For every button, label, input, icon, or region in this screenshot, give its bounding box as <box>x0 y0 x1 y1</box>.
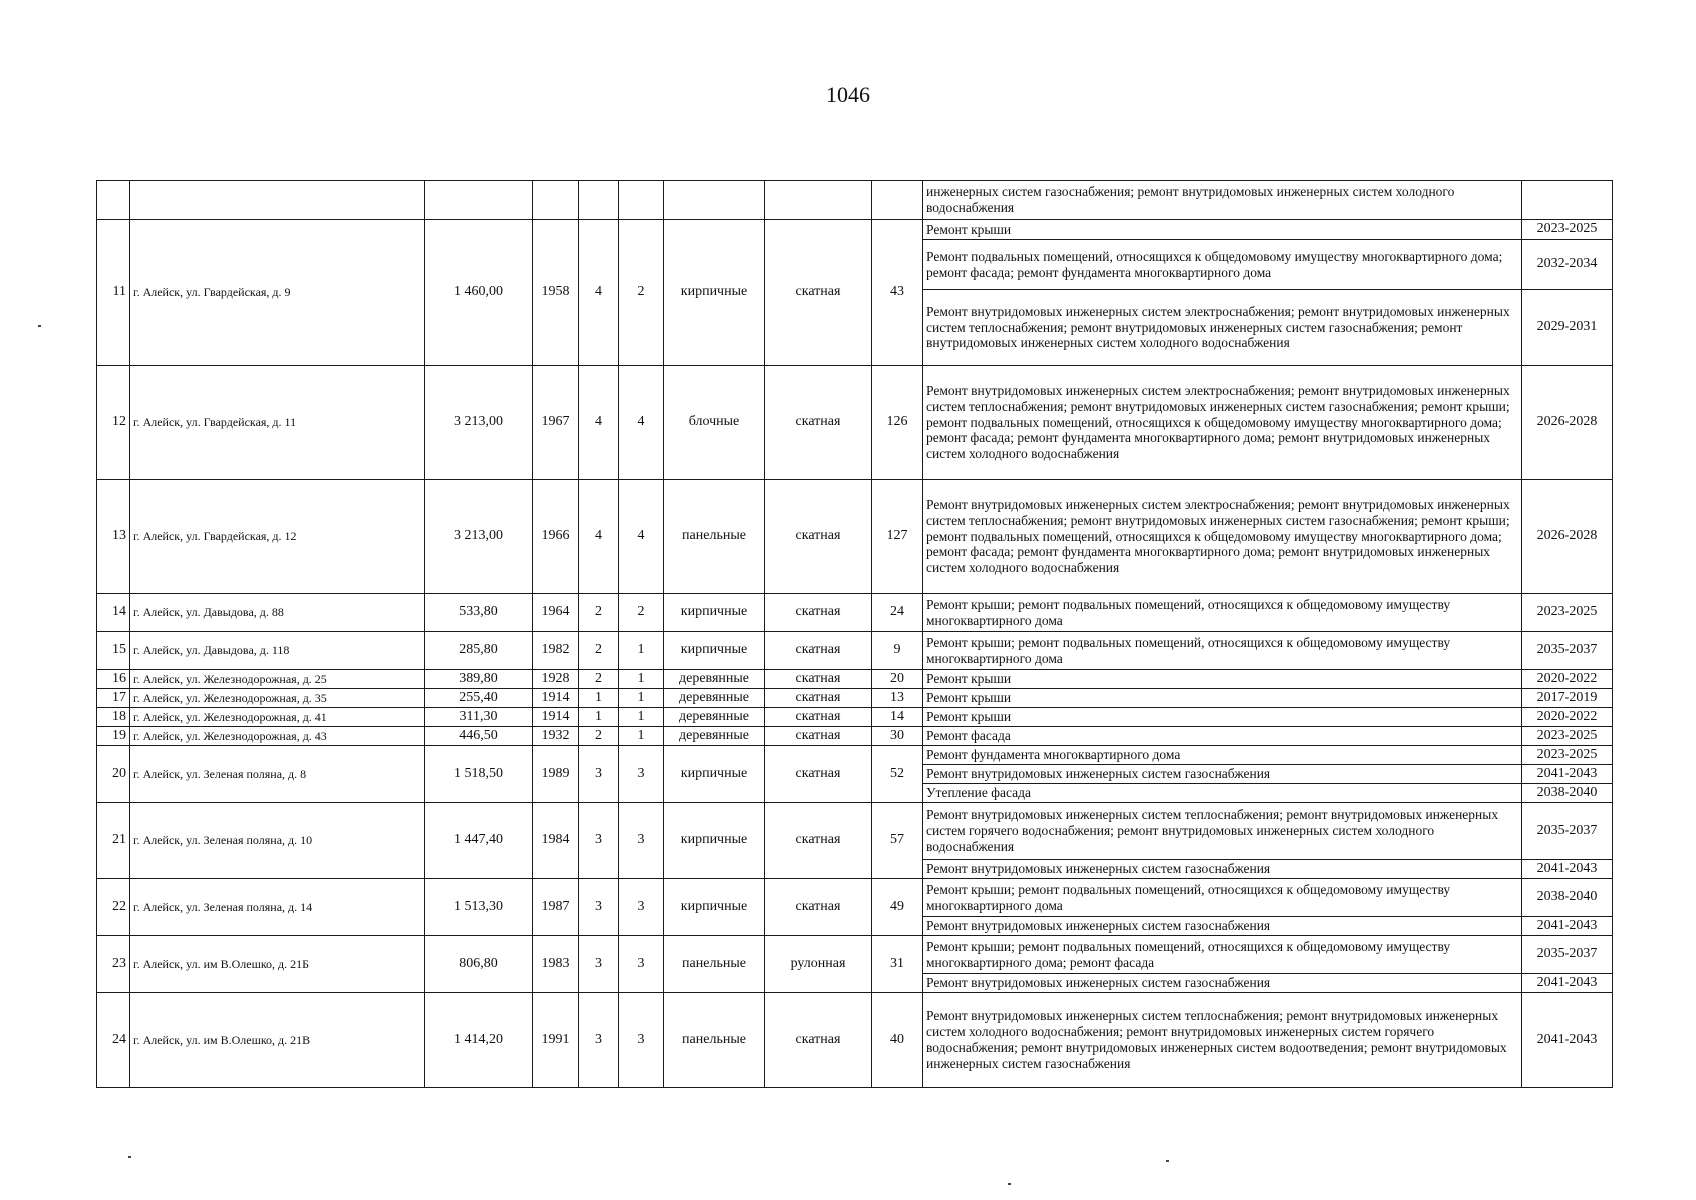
work-period: 2041-2043 <box>1522 765 1613 784</box>
building-area: 3 213,00 <box>425 366 533 480</box>
empty-cell <box>619 181 664 220</box>
work-period: 2038-2040 <box>1522 784 1613 803</box>
work-period: 2041-2043 <box>1522 917 1613 936</box>
table-row <box>97 936 1613 974</box>
entrances-count: 3 <box>619 746 664 803</box>
row-number: 17 <box>97 689 130 708</box>
building-address: г. Алейск, ул. Давыдова, д. 118 <box>130 632 425 670</box>
wall-material: панельные <box>664 993 765 1088</box>
table-row <box>97 181 1613 220</box>
work-period: 2020-2022 <box>1522 708 1613 727</box>
wall-material: деревянные <box>664 670 765 689</box>
building-area: 806,80 <box>425 936 533 993</box>
empty-cell <box>579 181 619 220</box>
work-description: инженерных систем газоснабжения; ремонт внутридомовых инженерных систем холодного водоснабжения <box>923 181 1522 220</box>
table-row <box>97 879 1613 917</box>
build-year: 1958 <box>533 220 579 366</box>
residents-count: 126 <box>872 366 923 480</box>
residents-count: 52 <box>872 746 923 803</box>
wall-material: деревянные <box>664 689 765 708</box>
scan-speck <box>1166 1160 1169 1162</box>
empty-cell <box>765 181 872 220</box>
floors-count: 2 <box>579 632 619 670</box>
building-address: г. Алейск, ул. Железнодорожная, д. 25 <box>130 670 425 689</box>
table-row <box>97 220 1613 240</box>
work-description: Ремонт подвальных помещений, относящихся к общедомовому имуществу многоквартирного дома; ремонт фасада; ремонт фундамента многоквартирного дома <box>923 240 1522 290</box>
work-description: Ремонт крыши; ремонт подвальных помещений, относящихся к общедомовому имуществу многоквартирного дома <box>923 594 1522 632</box>
floors-count: 3 <box>579 746 619 803</box>
row-number: 24 <box>97 993 130 1088</box>
floors-count: 3 <box>579 936 619 993</box>
entrances-count: 2 <box>619 220 664 366</box>
building-area: 533,80 <box>425 594 533 632</box>
building-address: г. Алейск, ул. Гвардейская, д. 11 <box>130 366 425 480</box>
empty-cell <box>533 181 579 220</box>
work-period: 2041-2043 <box>1522 974 1613 993</box>
entrances-count: 1 <box>619 632 664 670</box>
work-description: Ремонт крыши; ремонт подвальных помещений, относящихся к общедомовому имуществу многоквартирного дома <box>923 632 1522 670</box>
build-year: 1928 <box>533 670 579 689</box>
row-number: 13 <box>97 480 130 594</box>
building-area: 1 518,50 <box>425 746 533 803</box>
work-period: 2023-2025 <box>1522 220 1613 240</box>
work-period: 2041-2043 <box>1522 993 1613 1088</box>
residents-count: 9 <box>872 632 923 670</box>
floors-count: 4 <box>579 480 619 594</box>
work-description: Утепление фасада <box>923 784 1522 803</box>
floors-count: 4 <box>579 366 619 480</box>
wall-material: деревянные <box>664 708 765 727</box>
work-description: Ремонт внутридомовых инженерных систем теплоснабжения; ремонт внутридомовых инженерных систем горячего водоснабжения; ремонт внутридомовых инженерных систем холодного водоснабжения <box>923 803 1522 860</box>
building-area: 1 447,40 <box>425 803 533 879</box>
residents-count: 24 <box>872 594 923 632</box>
page-number: 1046 <box>826 82 870 107</box>
building-address: г. Алейск, ул. Железнодорожная, д. 41 <box>130 708 425 727</box>
row-number: 22 <box>97 879 130 936</box>
work-period: 2026-2028 <box>1522 480 1613 594</box>
work-period: 2017-2019 <box>1522 689 1613 708</box>
build-year: 1991 <box>533 993 579 1088</box>
entrances-count: 2 <box>619 594 664 632</box>
floors-count: 1 <box>579 689 619 708</box>
building-area: 285,80 <box>425 632 533 670</box>
work-description: Ремонт внутридомовых инженерных систем газоснабжения <box>923 917 1522 936</box>
residents-count: 31 <box>872 936 923 993</box>
scan-speck <box>38 325 41 327</box>
row-number: 20 <box>97 746 130 803</box>
row-number: 23 <box>97 936 130 993</box>
table-row <box>97 670 1613 689</box>
work-period: 2026-2028 <box>1522 366 1613 480</box>
empty-cell <box>130 181 425 220</box>
row-number: 12 <box>97 366 130 480</box>
work-description: Ремонт крыши <box>923 708 1522 727</box>
table-row <box>97 708 1613 727</box>
residents-count: 14 <box>872 708 923 727</box>
row-number: 14 <box>97 594 130 632</box>
entrances-count: 4 <box>619 366 664 480</box>
build-year: 1914 <box>533 708 579 727</box>
work-description: Ремонт внутридомовых инженерных систем газоснабжения <box>923 860 1522 879</box>
floors-count: 2 <box>579 670 619 689</box>
wall-material: кирпичные <box>664 803 765 879</box>
entrances-count: 4 <box>619 480 664 594</box>
entrances-count: 3 <box>619 936 664 993</box>
table-row <box>97 746 1613 765</box>
entrances-count: 1 <box>619 689 664 708</box>
residents-count: 20 <box>872 670 923 689</box>
row-number: 21 <box>97 803 130 879</box>
roof-type: рулонная <box>765 936 872 993</box>
build-year: 1914 <box>533 689 579 708</box>
work-description: Ремонт крыши; ремонт подвальных помещений, относящихся к общедомовому имуществу многоквартирного дома <box>923 879 1522 917</box>
work-period: 2023-2025 <box>1522 727 1613 746</box>
building-address: г. Алейск, ул. Зеленая поляна, д. 8 <box>130 746 425 803</box>
floors-count: 4 <box>579 220 619 366</box>
building-address: г. Алейск, ул. Зеленая поляна, д. 14 <box>130 879 425 936</box>
floors-count: 3 <box>579 993 619 1088</box>
building-address: г. Алейск, ул. Гвардейская, д. 12 <box>130 480 425 594</box>
build-year: 1984 <box>533 803 579 879</box>
wall-material: кирпичные <box>664 594 765 632</box>
roof-type: скатная <box>765 879 872 936</box>
building-area: 389,80 <box>425 670 533 689</box>
building-area: 311,30 <box>425 708 533 727</box>
floors-count: 3 <box>579 803 619 879</box>
entrances-count: 1 <box>619 670 664 689</box>
roof-type: скатная <box>765 594 872 632</box>
work-description: Ремонт внутридомовых инженерных систем газоснабжения <box>923 765 1522 784</box>
building-address: г. Алейск, ул. Давыдова, д. 88 <box>130 594 425 632</box>
wall-material: кирпичные <box>664 879 765 936</box>
empty-cell <box>97 181 130 220</box>
entrances-count: 3 <box>619 993 664 1088</box>
row-number: 11 <box>97 220 130 366</box>
empty-cell <box>664 181 765 220</box>
build-year: 1989 <box>533 746 579 803</box>
work-period: 2023-2025 <box>1522 594 1613 632</box>
roof-type: скатная <box>765 670 872 689</box>
building-area: 255,40 <box>425 689 533 708</box>
work-period: 2029-2031 <box>1522 290 1613 366</box>
work-period <box>1522 181 1613 220</box>
roof-type: скатная <box>765 366 872 480</box>
entrances-count: 1 <box>619 727 664 746</box>
residents-count: 40 <box>872 993 923 1088</box>
building-address: г. Алейск, ул. Железнодорожная, д. 43 <box>130 727 425 746</box>
table-row <box>97 727 1613 746</box>
table-row <box>97 594 1613 632</box>
table-row <box>97 689 1613 708</box>
building-address: г. Алейск, ул. Железнодорожная, д. 35 <box>130 689 425 708</box>
table-row <box>97 632 1613 670</box>
entrances-count: 1 <box>619 708 664 727</box>
building-area: 446,50 <box>425 727 533 746</box>
table-row <box>97 993 1613 1088</box>
table-row <box>97 366 1613 480</box>
wall-material: блочные <box>664 366 765 480</box>
building-area: 3 213,00 <box>425 480 533 594</box>
residents-count: 43 <box>872 220 923 366</box>
empty-cell <box>872 181 923 220</box>
building-area: 1 414,20 <box>425 993 533 1088</box>
building-address: г. Алейск, ул. Гвардейская, д. 9 <box>130 220 425 366</box>
floors-count: 2 <box>579 727 619 746</box>
row-number: 15 <box>97 632 130 670</box>
work-description: Ремонт внутридомовых инженерных систем электроснабжения; ремонт внутридомовых инженерных систем теплоснабжения; ремонт внутридомовых инженерных систем газоснабжения; ремонт крыши; ремонт подвальных помещений, относящихся к общедомовому имуществу многоквартирного дома; ремонт фасада; ремонт фундамента многоквартирного дома; ремонт внутридомовых инженерных систем холодного водоснабжения <box>923 480 1522 594</box>
work-description: Ремонт фасада <box>923 727 1522 746</box>
roof-type: скатная <box>765 708 872 727</box>
roof-type: скатная <box>765 803 872 879</box>
entrances-count: 3 <box>619 803 664 879</box>
work-description: Ремонт крыши <box>923 670 1522 689</box>
work-period: 2035-2037 <box>1522 632 1613 670</box>
work-description: Ремонт внутридомовых инженерных систем электроснабжения; ремонт внутридомовых инженерных систем теплоснабжения; ремонт внутридомовых инженерных систем газоснабжения; ремонт внутридомовых инженерных систем холодного водоснабжения <box>923 290 1522 366</box>
work-period: 2032-2034 <box>1522 240 1613 290</box>
work-description: Ремонт фундамента многоквартирного дома <box>923 746 1522 765</box>
work-description: Ремонт внутридомовых инженерных систем электроснабжения; ремонт внутридомовых инженерных систем теплоснабжения; ремонт внутридомовых инженерных систем газоснабжения; ремонт крыши; ремонт подвальных помещений, относящихся к общедомовому имуществу многоквартирного дома; ремонт фасада; ремонт фундамента многоквартирного дома; ремонт внутридомовых инженерных систем холодного водоснабжения <box>923 366 1522 480</box>
residents-count: 49 <box>872 879 923 936</box>
scan-speck <box>128 1156 131 1158</box>
roof-type: скатная <box>765 993 872 1088</box>
entrances-count: 3 <box>619 879 664 936</box>
residents-count: 13 <box>872 689 923 708</box>
build-year: 1987 <box>533 879 579 936</box>
build-year: 1966 <box>533 480 579 594</box>
building-area: 1 460,00 <box>425 220 533 366</box>
wall-material: кирпичные <box>664 220 765 366</box>
work-description: Ремонт крыши <box>923 689 1522 708</box>
work-period: 2023-2025 <box>1522 746 1613 765</box>
residents-count: 57 <box>872 803 923 879</box>
build-year: 1964 <box>533 594 579 632</box>
residents-count: 127 <box>872 480 923 594</box>
wall-material: кирпичные <box>664 632 765 670</box>
row-number: 18 <box>97 708 130 727</box>
housing-repair-table <box>96 180 1613 1088</box>
roof-type: скатная <box>765 632 872 670</box>
wall-material: панельные <box>664 936 765 993</box>
work-description: Ремонт внутридомовых инженерных систем теплоснабжения; ремонт внутридомовых инженерных систем холодного водоснабжения; ремонт внутридомовых инженерных систем горячего водоснабжения; ремонт внутридомовых инженерных систем водоотведения; ремонт внутридомовых инженерных систем газоснабжения <box>923 993 1522 1088</box>
table-row <box>97 803 1613 860</box>
wall-material: кирпичные <box>664 746 765 803</box>
work-period: 2041-2043 <box>1522 860 1613 879</box>
roof-type: скатная <box>765 746 872 803</box>
building-area: 1 513,30 <box>425 879 533 936</box>
row-number: 16 <box>97 670 130 689</box>
build-year: 1967 <box>533 366 579 480</box>
work-period: 2035-2037 <box>1522 936 1613 974</box>
floors-count: 1 <box>579 708 619 727</box>
floors-count: 3 <box>579 879 619 936</box>
empty-cell <box>425 181 533 220</box>
work-description: Ремонт крыши; ремонт подвальных помещений, относящихся к общедомовому имуществу многоквартирного дома; ремонт фасада <box>923 936 1522 974</box>
work-description: Ремонт внутридомовых инженерных систем газоснабжения <box>923 974 1522 993</box>
building-address: г. Алейск, ул. Зеленая поляна, д. 10 <box>130 803 425 879</box>
work-period: 2038-2040 <box>1522 879 1613 917</box>
work-period: 2035-2037 <box>1522 803 1613 860</box>
wall-material: деревянные <box>664 727 765 746</box>
floors-count: 2 <box>579 594 619 632</box>
work-period: 2020-2022 <box>1522 670 1613 689</box>
roof-type: скатная <box>765 220 872 366</box>
building-address: г. Алейск, ул. им В.Олешко, д. 21В <box>130 993 425 1088</box>
table-body <box>97 181 1613 1088</box>
roof-type: скатная <box>765 727 872 746</box>
wall-material: панельные <box>664 480 765 594</box>
residents-count: 30 <box>872 727 923 746</box>
build-year: 1932 <box>533 727 579 746</box>
build-year: 1983 <box>533 936 579 993</box>
table-row <box>97 480 1613 594</box>
scan-speck <box>1008 1183 1011 1185</box>
roof-type: скатная <box>765 480 872 594</box>
build-year: 1982 <box>533 632 579 670</box>
roof-type: скатная <box>765 689 872 708</box>
building-address: г. Алейск, ул. им В.Олешко, д. 21Б <box>130 936 425 993</box>
work-description: Ремонт крыши <box>923 220 1522 240</box>
row-number: 19 <box>97 727 130 746</box>
